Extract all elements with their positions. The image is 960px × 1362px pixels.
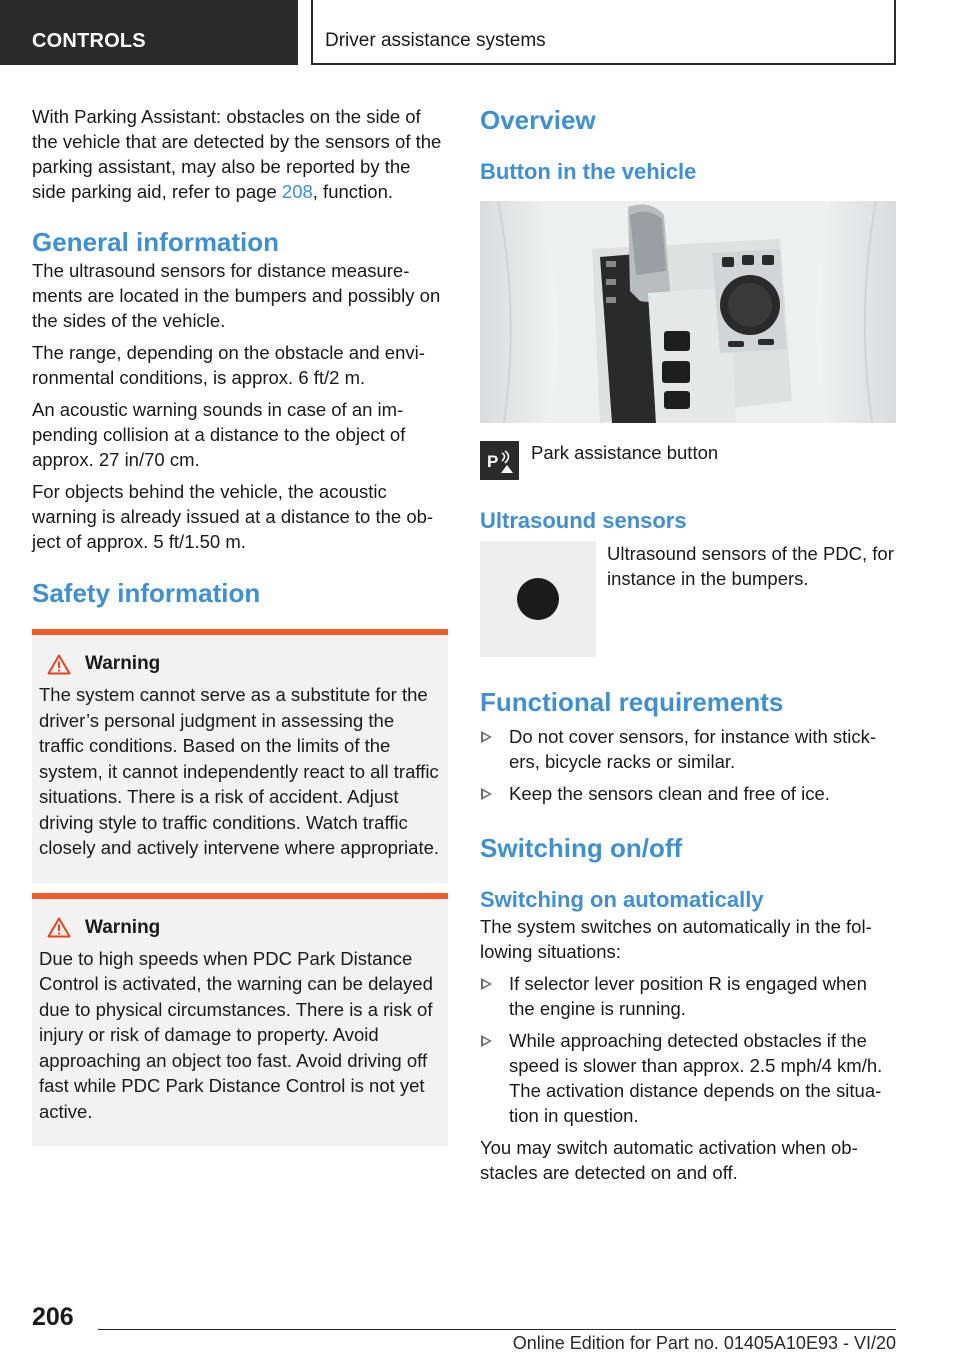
sensor-dot bbox=[517, 578, 559, 620]
button-in-vehicle-heading: Button in the vehicle bbox=[480, 159, 697, 184]
switching-list bbox=[480, 971, 896, 1128]
general-paragraph-4: For objects behind the vehicle, the acoustic warning is already issued at a distance to the object of approx. 5 ft/1.50 m. bbox=[32, 481, 434, 552]
legend-park-assist bbox=[480, 441, 896, 480]
warning-text: Due to high speeds when PDC Park Distance Control is activated, the warning can be delayed due to physical circumstances. There is a risk of injury or risk of damage to property. Avoid approaching an object too fast. Avoid driving off fast while PDC Park Distance Control is not yet active. bbox=[39, 947, 433, 1122]
list-item: While approaching detected obstacles if the speed is slower than approx. 2.5 mph/4 km/h. The activation distance depends on the situation in question. bbox=[480, 1028, 896, 1128]
triangle-bullet-icon bbox=[481, 731, 492, 743]
svg-text:P: P bbox=[486, 451, 498, 471]
park-assist-icon bbox=[480, 441, 519, 480]
warning-title: Warning bbox=[85, 653, 161, 674]
footer-divider bbox=[98, 1329, 896, 1330]
list-item: Keep the sensors clean and free of ice. bbox=[480, 781, 896, 806]
safety-information-heading: Safety information bbox=[32, 578, 261, 608]
triangle-bullet-icon bbox=[481, 788, 492, 800]
triangle-bullet-icon bbox=[481, 978, 492, 990]
triangle-bullet-icon bbox=[481, 1035, 492, 1047]
section-title: CONTROLS bbox=[32, 30, 146, 52]
switching-heading: Switching on/off bbox=[480, 833, 683, 863]
general-paragraph-1: The ultrasound sensors for distance measurements are located in the bumpers and possibly on the sides of the vehicle. bbox=[32, 260, 441, 331]
page-number: 206 bbox=[32, 1303, 74, 1331]
left-column bbox=[32, 104, 448, 1156]
page-link[interactable]: 208 bbox=[281, 181, 313, 202]
functional-requirements-heading: Functional requirements bbox=[480, 687, 784, 717]
section-tab bbox=[0, 0, 298, 65]
list-item: Do not cover sensors, for instance with stickers, bicycle racks or similar. bbox=[480, 724, 896, 774]
warning-text: The system cannot serve as a substitute for the driver’s personal judgment in assessing the traffic conditions. Based on the limits of the system, it cannot independently react to all traffic situations. There is a risk of accident. Adjust driving style to traffic conditions. Watch traffic closely and actively intervene where appropriate. bbox=[39, 684, 440, 858]
center-console-photo bbox=[480, 201, 896, 423]
ultrasound-sensors-heading: Ultrasound sensors bbox=[480, 508, 687, 533]
general-paragraph-2: The range, depending on the obstacle and environmental conditions, is approx. 6 ft/2 m. bbox=[32, 342, 425, 388]
warning-triangle-icon bbox=[47, 654, 71, 675]
intro-paragraph: With Parking Assistant: obstacles on the side of the vehicle that are detected by the sensors of the parking assistant, may also be reported by the side parking aid, refer to page 208, function. bbox=[32, 106, 442, 202]
switching-outro: You may switch automatic activation when obstacles are detected on and off. bbox=[480, 1137, 858, 1183]
right-column bbox=[480, 104, 896, 1192]
overview-heading: Overview bbox=[480, 105, 596, 135]
edition-footer: Online Edition for Part no. 01405A10E93 - VI/20 bbox=[512, 1333, 896, 1353]
general-information-heading: General information bbox=[32, 227, 280, 257]
switching-automatic-heading: Switching on automatically bbox=[480, 887, 764, 912]
chapter-title: Driver assistance systems bbox=[325, 30, 546, 51]
list-item: If selector lever position R is engaged when the engine is running. bbox=[480, 971, 896, 1021]
switching-intro: The system switches on automatically in the following situations: bbox=[480, 916, 872, 962]
ultrasound-sensor-row bbox=[480, 541, 896, 657]
warning-box-1 bbox=[32, 629, 448, 883]
park-assist-label: Park assistance button bbox=[531, 442, 719, 463]
warning-triangle-icon bbox=[47, 917, 71, 938]
warning-box-2 bbox=[32, 893, 448, 1147]
requirements-list bbox=[480, 724, 896, 806]
general-paragraph-3: An acoustic warning sounds in case of an impending collision at a distance to the object of approx. 27 in/70 cm. bbox=[32, 399, 406, 470]
ultrasound-sensor-image bbox=[480, 541, 596, 657]
center-console-illustration bbox=[480, 201, 896, 423]
chapter-tab bbox=[311, 0, 896, 65]
warning-title: Warning bbox=[85, 916, 161, 938]
ultrasound-sensors-text: Ultrasound sensors of the PDC, for instance in the bumpers. bbox=[607, 543, 894, 589]
